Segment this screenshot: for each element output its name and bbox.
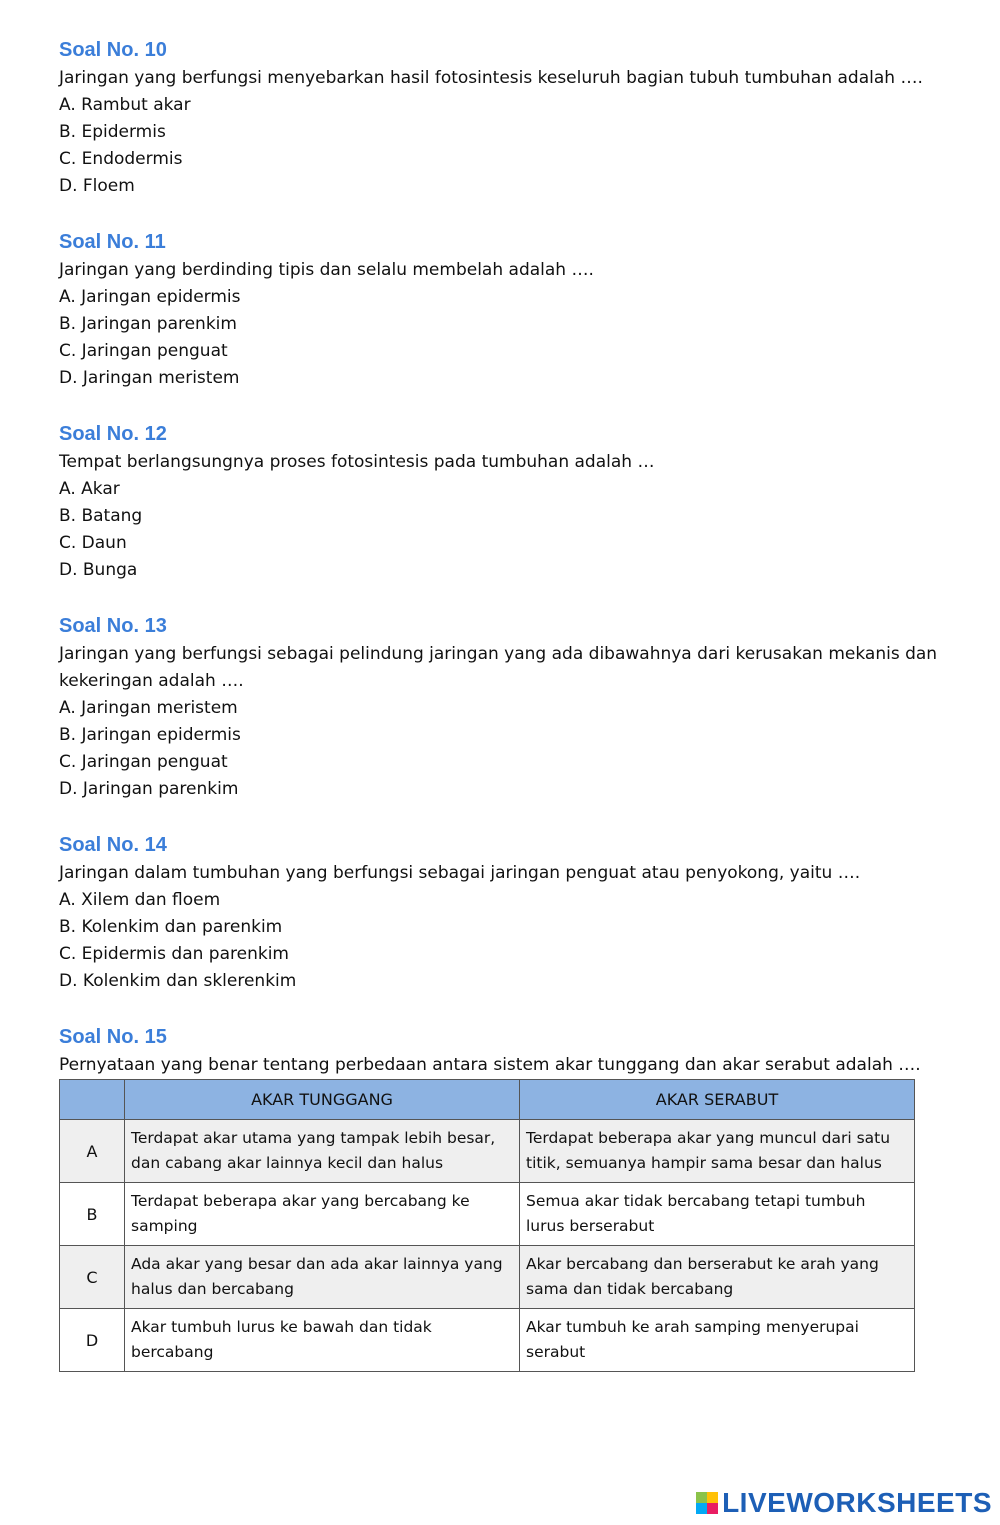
option-c: C. Jaringan penguat xyxy=(59,341,228,361)
option-a: A. Jaringan meristem xyxy=(59,698,238,718)
question-title: Soal No. 15 xyxy=(59,1026,167,1048)
cell-tunggang: Ada akar yang besar dan ada akar lainnya yang halus dan bercabang xyxy=(125,1246,520,1309)
question-text: Jaringan yang berfungsi menyebarkan hasil fotosintesis keseluruh bagian tubuh tumbuhan adalah …. xyxy=(59,68,923,88)
question-title: Soal No. 13 xyxy=(59,615,167,637)
table-row xyxy=(60,1309,915,1372)
option-a: A. Rambut akar xyxy=(59,95,191,115)
option-d: D. Kolenkim dan sklerenkim xyxy=(59,971,297,991)
option-b: B. Kolenkim dan parenkim xyxy=(59,917,283,937)
option-c: C. Daun xyxy=(59,533,127,553)
option-a: A. Akar xyxy=(59,479,120,499)
option-b: B. Jaringan parenkim xyxy=(59,314,237,334)
cell-tunggang: Terdapat beberapa akar yang bercabang ke samping xyxy=(125,1183,520,1246)
table-row xyxy=(60,1183,915,1246)
question-text: Jaringan yang berdinding tipis dan selalu membelah adalah …. xyxy=(59,260,594,280)
cell-serabut: Akar tumbuh ke arah samping menyerupai serabut xyxy=(520,1309,915,1372)
row-label: A xyxy=(60,1120,125,1183)
option-a: A. Jaringan epidermis xyxy=(59,287,241,307)
option-c: C. Endodermis xyxy=(59,149,183,169)
header-empty xyxy=(60,1080,125,1120)
table-header-row xyxy=(60,1080,915,1120)
option-b: B. Batang xyxy=(59,506,143,526)
cell-tunggang: Terdapat akar utama yang tampak lebih besar, dan cabang akar lainnya kecil dan halus xyxy=(125,1120,520,1183)
option-d: D. Floem xyxy=(59,176,135,196)
cell-tunggang: Akar tumbuh lurus ke bawah dan tidak bercabang xyxy=(125,1309,520,1372)
comparison-table xyxy=(59,1079,915,1372)
question-15 xyxy=(59,1023,949,1372)
table-row xyxy=(60,1246,915,1309)
question-10 xyxy=(59,36,949,200)
liveworksheets-logo-icon xyxy=(696,1492,718,1514)
option-b: B. Epidermis xyxy=(59,122,166,142)
question-13 xyxy=(59,612,949,803)
option-d: D. Jaringan parenkim xyxy=(59,779,239,799)
row-label: D xyxy=(60,1309,125,1372)
option-c: C. Jaringan penguat xyxy=(59,752,228,772)
worksheet-page xyxy=(59,36,949,1372)
question-title: Soal No. 10 xyxy=(59,39,167,61)
question-title: Soal No. 12 xyxy=(59,423,167,445)
option-a: A. Xilem dan floem xyxy=(59,890,221,910)
question-text: Jaringan dalam tumbuhan yang berfungsi sebagai jaringan penguat atau penyokong, yaitu …. xyxy=(59,863,861,883)
question-11 xyxy=(59,228,949,392)
option-d: D. Bunga xyxy=(59,560,138,580)
header-akar-tunggang: AKAR TUNGGANG xyxy=(125,1080,520,1120)
liveworksheets-brand xyxy=(696,1487,992,1519)
brand-name: LIVEWORKSHEETS xyxy=(722,1487,992,1518)
option-c: C. Epidermis dan parenkim xyxy=(59,944,289,964)
row-label: C xyxy=(60,1246,125,1309)
question-12 xyxy=(59,420,949,584)
cell-serabut: Akar bercabang dan berserabut ke arah yang sama dan tidak bercabang xyxy=(520,1246,915,1309)
row-label: B xyxy=(60,1183,125,1246)
question-text: Jaringan yang berfungsi sebagai pelindung jaringan yang ada dibawahnya dari kerusakan mekanis dan kekeringan adalah …. xyxy=(59,644,938,691)
option-d: D. Jaringan meristem xyxy=(59,368,240,388)
question-title: Soal No. 11 xyxy=(59,231,166,253)
question-title: Soal No. 14 xyxy=(59,834,167,856)
question-14 xyxy=(59,831,949,995)
table-row xyxy=(60,1120,915,1183)
cell-serabut: Semua akar tidak bercabang tetapi tumbuh lurus berserabut xyxy=(520,1183,915,1246)
cell-serabut: Terdapat beberapa akar yang muncul dari satu titik, semuanya hampir sama besar dan halus xyxy=(520,1120,915,1183)
header-akar-serabut: AKAR SERABUT xyxy=(520,1080,915,1120)
question-text: Tempat berlangsungnya proses fotosintesis pada tumbuhan adalah … xyxy=(59,452,655,472)
option-b: B. Jaringan epidermis xyxy=(59,725,241,745)
question-text: Pernyataan yang benar tentang perbedaan antara sistem akar tunggang dan akar serabut adalah …. xyxy=(59,1055,921,1075)
